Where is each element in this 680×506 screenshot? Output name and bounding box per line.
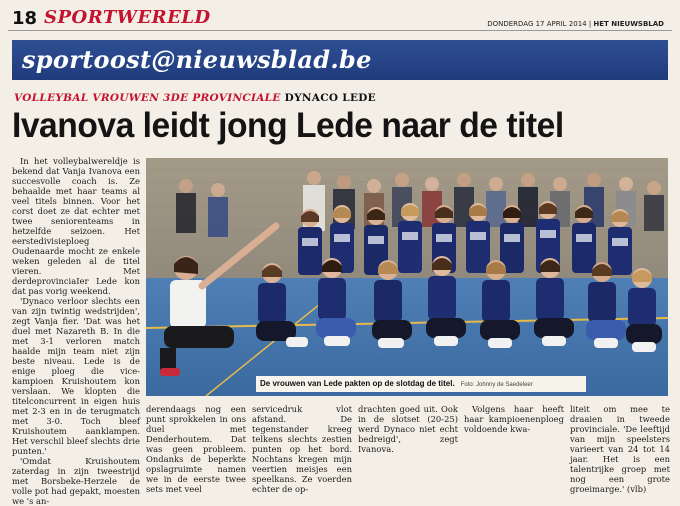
page-header — [8, 4, 672, 32]
paragraph: Volgens haar heeft haar kampioenenploeg voldoende kwa- — [464, 404, 564, 434]
paragraph: 'Omdat Kruishoutem zaterdag in zijn tweestrijd met Borsbeke-Herzele de volle pot had gepakt, moesten we 's an- — [12, 456, 140, 506]
dateline: DONDERDAG 17 APRIL 2014 | HET NIEUWSBLAD — [487, 20, 664, 28]
photo-caption — [256, 376, 586, 392]
article-column-2 — [146, 404, 246, 494]
caption-text: De vrouwen van Lede pakten op de slotdag de titel. — [260, 379, 455, 388]
newspaper-name: HET NIEUWSBLAD — [593, 20, 664, 28]
kicker-club: DYNACO LEDE — [284, 92, 376, 104]
paragraph: derendaags nog een punt sprokkelen in ons duel met Denderhoutem. Dat was geen probleem. Ondanks de beperkte opslagruimte namen we in de eerste twee sets met veel — [146, 404, 246, 494]
section-banner — [12, 40, 668, 80]
page-number: 18 — [12, 8, 38, 29]
kicker-category: VOLLEYBAL VROUWEN 3DE PROVINCIALE — [14, 92, 281, 104]
article-column-1 — [12, 156, 140, 506]
date: DONDERDAG 17 APRIL 2014 — [487, 20, 587, 28]
article-headline: Ivanova leidt jong Lede naar de titel — [12, 106, 564, 145]
article-column-3 — [252, 404, 352, 494]
section-title: SPORTWERELD — [44, 7, 211, 28]
article-column-4 — [358, 404, 458, 468]
team-photo-illustration — [146, 158, 668, 396]
paragraph: servicedruk vlot afstand. De tegenstander kreeg telkens slechts zestien punten op het bord. Nochtans kregen mijn veertien meisjes een speelkans. Ze voerden echter de op- — [252, 404, 352, 494]
paragraph: liteit om mee te draaien in tweede provinciale. 'De leeftijd van mijn speelsters varieert van 24 tot 14 jaar. Het is een talentrijke groep met nog een grote groeimarge.' (vlb) — [570, 404, 670, 494]
paragraph: 'Dynaco verloor slechts een van zijn twintig wedstrijden', zegt Vanja fier. 'Dat was het duel met Nazareth B. In die met 3-1 verloren match haalde mijn team niet zijn beste niveau. Lede is de enige ploeg die vice-kampioen Kruishoutem kon verslaan. We klopten die titelconcurrent in eigen huis met 2-3 en in de terugmatch met 3-0. Toch bleef Kruishoutem aanklampen. Het verschil bleef slechts drie punten.' — [12, 296, 140, 456]
paragraph: In het volleybalwereldje is bekend dat Vanja Ivanova een succesvolle coach is. Ze behaalde met haar teams al veel titels binnen. Voor het corst doet ze dat echter met twee seniorenteams in hetzelfde seizoen. Het eerstedivisieploeg Oudenaarde mocht ze enkele weken geleden al de titel vieren. Met derdeprovinciaIer Lede kon dat pas vorig weekend. — [12, 156, 140, 296]
article-column-6 — [570, 404, 670, 494]
article-column-5 — [464, 404, 564, 468]
section-email: sportoost@nieuwsblad.be — [22, 45, 372, 74]
article-kicker — [14, 92, 376, 104]
photo-credit: Foto: Johnny de Saedeleer — [460, 382, 533, 388]
paragraph: drachten goed uit. Ook in de slotset (20-25) werd Dynaco niet echt bedreigd', zegt Ivanova. — [358, 404, 458, 454]
header-divider — [8, 30, 672, 31]
team-photo — [146, 158, 668, 396]
